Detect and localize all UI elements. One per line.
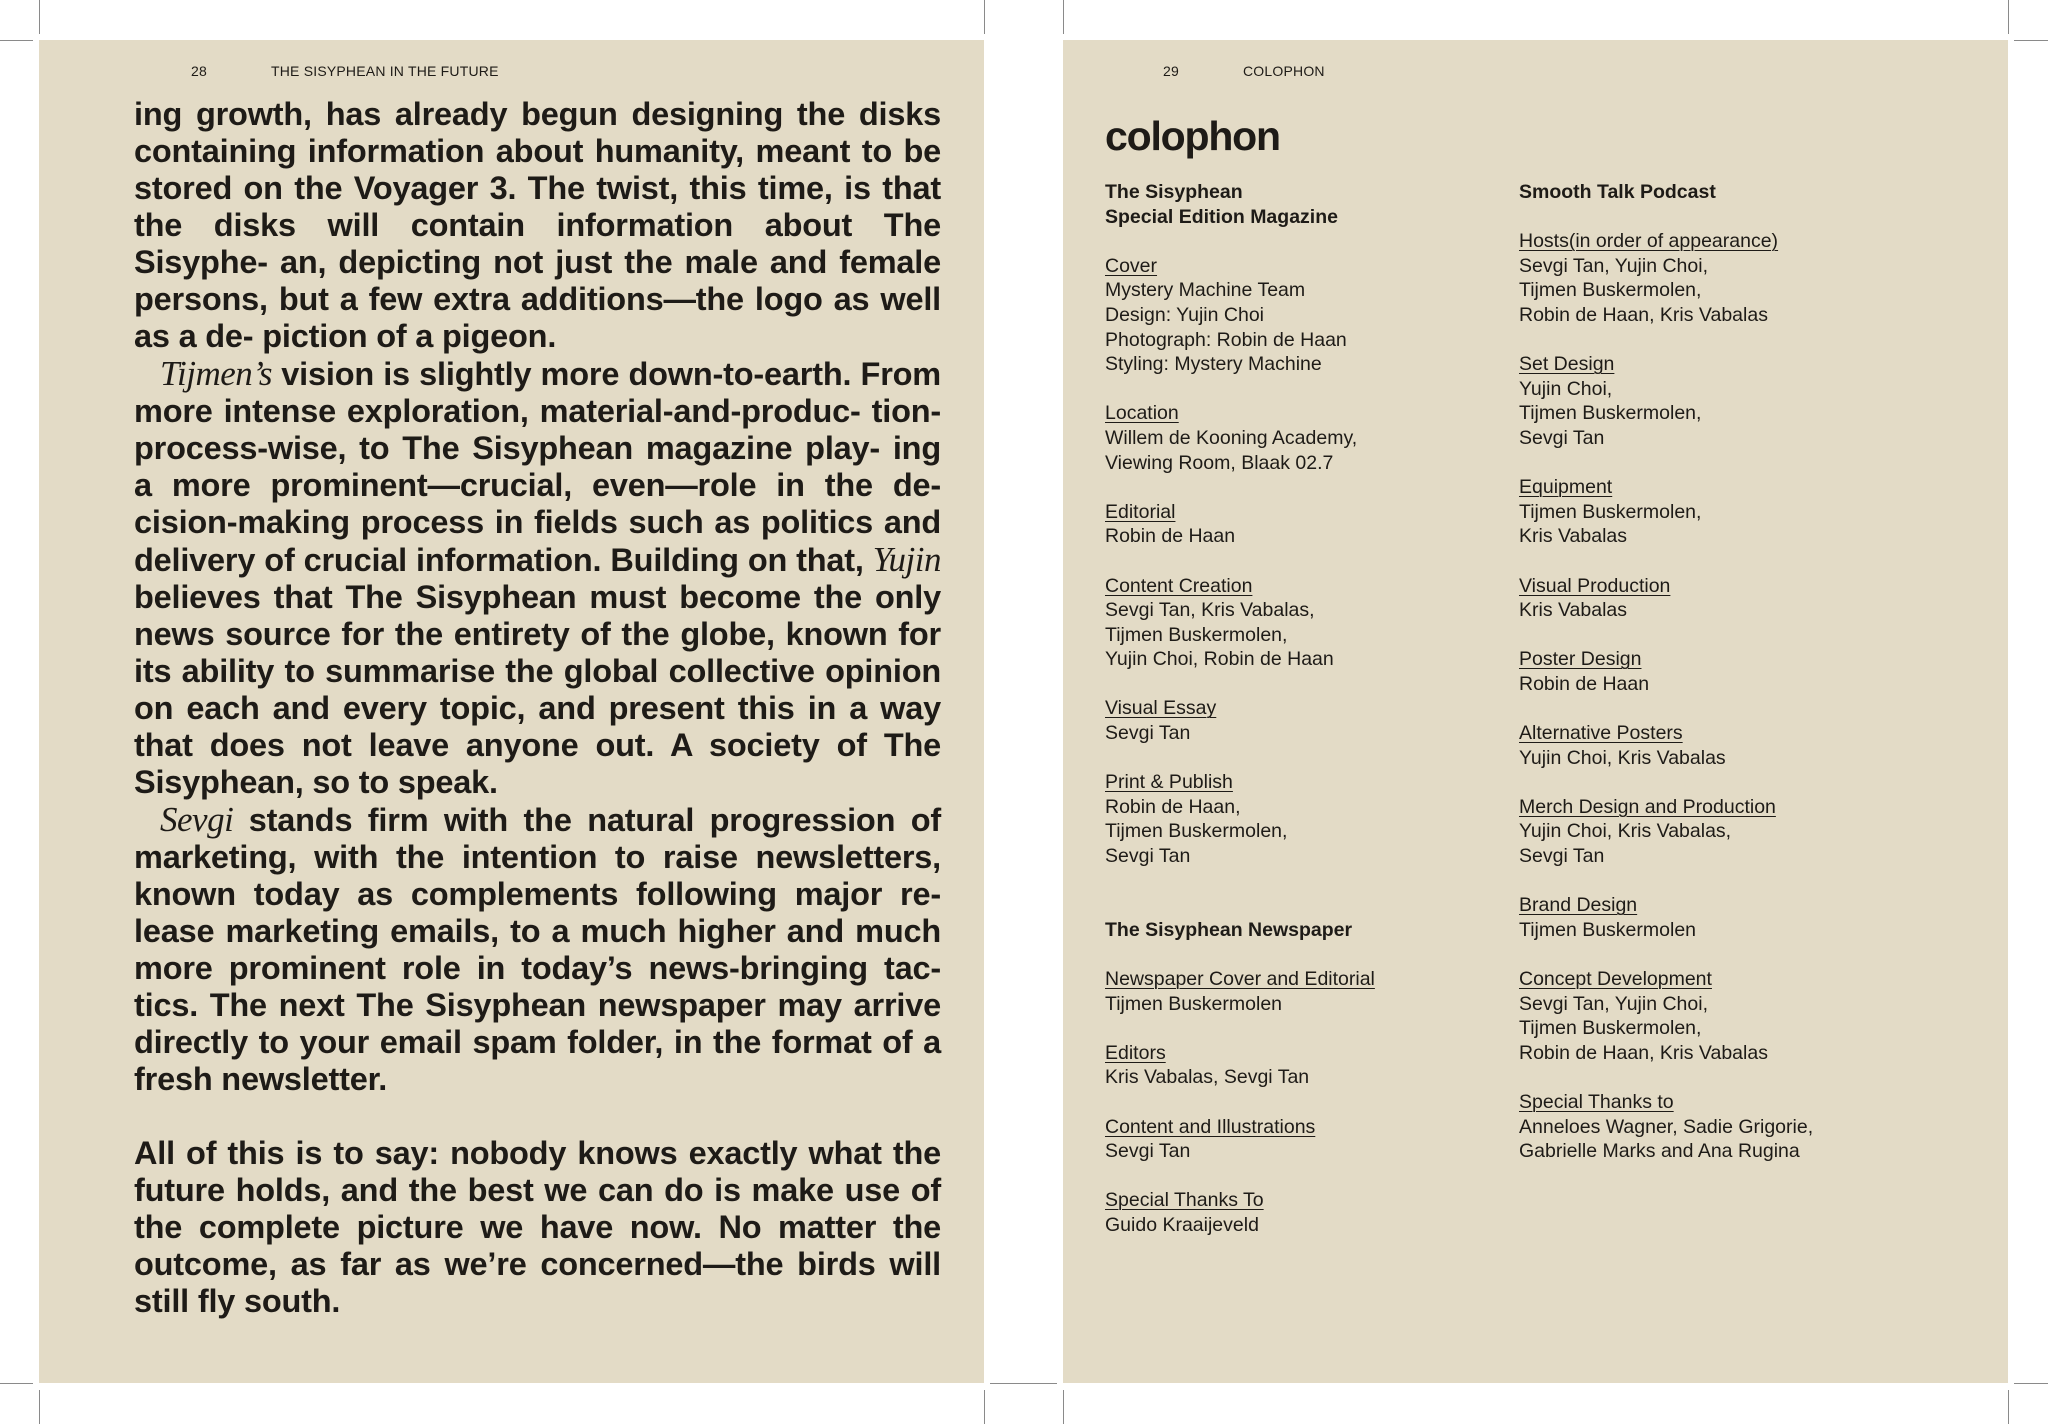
credit-name: Mystery Machine Team	[1105, 279, 1306, 302]
crop-mark	[2014, 40, 2048, 41]
colophon-column-2	[1519, 180, 1919, 1164]
crop-mark	[39, 1390, 40, 1424]
credit-role: Concept Development	[1519, 968, 1712, 990]
credit-name: Sevgi Tan	[1105, 1140, 1191, 1163]
section-heading: The Sisyphean Newspaper	[1105, 918, 1353, 941]
credit-block	[1105, 1188, 1505, 1237]
credit-role: Content Creation	[1105, 574, 1253, 597]
credit-block	[1519, 721, 1919, 770]
credit-role: Location	[1105, 402, 1179, 425]
credit-role: Visual Essay	[1105, 697, 1217, 720]
credit-name: Gabrielle Marks and Ana Rugina	[1519, 1140, 1800, 1163]
credit-block	[1105, 500, 1505, 549]
credit-role: Alternative Posters	[1519, 722, 1683, 745]
credit-name: Robin de Haan	[1519, 672, 1650, 695]
page-title: colophon	[1105, 113, 1280, 159]
crop-mark	[39, 0, 40, 34]
credit-role: Set Design	[1519, 353, 1615, 376]
page-number: 29	[1163, 63, 1179, 79]
credit-role: Editorial	[1105, 500, 1176, 523]
credit-role: Visual Production	[1519, 574, 1671, 597]
credit-block	[1519, 574, 1919, 623]
credit-name: Tijmen Buskermolen	[1105, 992, 1283, 1015]
credit-name: Tijmen Buskermolen,	[1519, 402, 1702, 425]
right-page	[1063, 40, 2008, 1383]
crop-mark	[990, 1383, 1057, 1384]
person-name: Yujin	[872, 540, 941, 579]
article-paragraph: ing growth, has already begun designing the disks containing information about humanity, meant to be stored on the Voyager 3. The twist, this time, is that the disks will contain information about The Sisyphe- an, depicting not just the male and female persons, but a few extra additions—the logo as well as a de- piction of a pigeon.	[134, 96, 941, 354]
credit-name: Sevgi Tan, Yujin Choi,	[1519, 992, 1708, 1015]
credit-role: Special Thanks to	[1519, 1090, 1674, 1113]
article-paragraph: All of this is to say: nobody knows exactly what the future holds, and the best we can do is make use of the complete picture we have now. No matter the outcome, as far as we’re concerned—the birds will still fly south.	[134, 1135, 941, 1319]
credit-block	[1105, 770, 1505, 868]
credit-name: Yujin Choi, Robin de Haan	[1105, 648, 1334, 671]
credit-name: Robin de Haan,	[1105, 795, 1241, 818]
article-paragraph: Tijmen’s vision is slightly more down-to-earth. From more intense exploration, material-and-produc- tion-process-wise, to The Sisyphean magazine play- ing a more prominent—crucial, even—role in the de- cision-making process in fields such as politics and delivery of crucial information. Building on that, Yujin believes that The Sisyphean must become the only news source for the entirety of the globe, known for its ability to summarise the global collective opinion on each and every topic, and present this in a way that does not leave anyone out. A society of The Sisyphean, so to speak.	[134, 354, 941, 800]
credit-name: Sevgi Tan, Kris Vabalas,	[1105, 599, 1315, 622]
crop-mark	[984, 0, 985, 34]
credit-name: Tijmen Buskermolen	[1519, 918, 1697, 941]
left-page	[39, 40, 984, 1383]
credit-block	[1519, 475, 1919, 549]
credit-block	[1105, 254, 1505, 377]
credit-block	[1105, 401, 1505, 475]
credit-name: Kris Vabalas	[1519, 525, 1628, 548]
credit-role: Content and Illustrations	[1105, 1115, 1316, 1138]
credit-block	[1519, 647, 1919, 696]
credit-name: Robin de Haan, Kris Vabalas	[1519, 303, 1768, 326]
credit-block	[1519, 1090, 1919, 1164]
credit-block	[1105, 1041, 1505, 1090]
credit-name: Anneloes Wagner, Sadie Grigorie,	[1519, 1115, 1814, 1138]
credit-role: Newspaper Cover and Editorial	[1105, 968, 1375, 990]
credit-name: Robin de Haan	[1105, 525, 1236, 548]
crop-mark	[2008, 0, 2009, 34]
credit-name: Tijmen Buskermolen,	[1105, 623, 1288, 646]
credit-role: Editors	[1105, 1041, 1166, 1064]
article-body	[134, 96, 941, 1320]
crop-mark	[984, 1390, 985, 1424]
crop-mark	[1063, 0, 1064, 34]
credit-role: Special Thanks To	[1105, 1189, 1264, 1212]
person-name: Sevgi	[160, 800, 234, 839]
credit-block	[1519, 229, 1919, 327]
credit-block	[1519, 893, 1919, 942]
crop-mark	[1063, 1390, 1064, 1424]
credit-name: Sevgi Tan, Yujin Choi,	[1519, 254, 1708, 277]
credit-role: Hosts(in order of appearance)	[1519, 230, 1779, 253]
credit-block	[1519, 967, 1919, 1065]
credit-name: Photograph: Robin de Haan	[1105, 328, 1347, 351]
credit-name: Viewing Room, Blaak 02.7	[1105, 451, 1334, 474]
colophon-column-1	[1105, 180, 1505, 1238]
crop-mark	[0, 1383, 33, 1384]
credit-name: Yujin Choi,	[1519, 377, 1613, 400]
running-title: THE SISYPHEAN IN THE FUTURE	[271, 63, 499, 79]
credit-role: Equipment	[1519, 476, 1613, 499]
credit-block	[1105, 1115, 1505, 1164]
credit-role: Cover	[1105, 254, 1158, 277]
credit-role: Brand Design	[1519, 894, 1638, 917]
credit-name: Tijmen Buskermolen,	[1105, 820, 1288, 843]
credit-name: Styling: Mystery Machine	[1105, 353, 1322, 376]
credit-block	[1105, 696, 1505, 745]
credit-name: Yujin Choi, Kris Vabalas,	[1519, 820, 1732, 843]
running-title: COLOPHON	[1243, 63, 1325, 79]
credit-role: Merch Design and Production	[1519, 795, 1776, 818]
credit-name: Willem de Kooning Academy,	[1105, 426, 1358, 449]
credit-block	[1105, 574, 1505, 672]
credit-block	[1519, 795, 1919, 869]
section-heading: Smooth Talk Podcast	[1519, 181, 1716, 203]
credit-name: Tijmen Buskermolen,	[1519, 1017, 1702, 1040]
credit-name: Guido Kraaijeveld	[1105, 1213, 1259, 1236]
credit-role: Poster Design	[1519, 648, 1642, 671]
person-name: Tijmen’s	[160, 354, 273, 393]
page-number: 28	[191, 63, 207, 79]
credit-block	[1519, 352, 1919, 450]
credit-name: Sevgi Tan	[1105, 845, 1191, 868]
credit-name: Robin de Haan, Kris Vabalas	[1519, 1041, 1768, 1064]
credit-name: Sevgi Tan	[1105, 722, 1191, 745]
credit-name: Tijmen Buskermolen,	[1519, 279, 1702, 302]
credit-name: Sevgi Tan	[1519, 426, 1605, 449]
credit-name: Sevgi Tan	[1519, 845, 1605, 868]
credit-name: Design: Yujin Choi	[1105, 303, 1264, 326]
crop-mark	[2014, 1383, 2048, 1384]
credit-name: Tijmen Buskermolen,	[1519, 500, 1702, 523]
section-heading: The Sisyphean Special Edition Magazine	[1105, 181, 1338, 228]
article-paragraph: Sevgi stands firm with the natural progression of marketing, with the intention to raise newsletters, known today as complements following major re- lease marketing emails, to a much higher and much more prominent role in today’s news-bringing tac- tics. The next The Sisyphean newspaper may arrive directly to your email spam folder, in the format of a fresh newsletter.	[134, 800, 941, 1097]
crop-mark	[2008, 1390, 2009, 1424]
credit-name: Yujin Choi, Kris Vabalas	[1519, 746, 1726, 769]
credit-name: Kris Vabalas	[1519, 599, 1628, 622]
credit-role: Print & Publish	[1105, 771, 1233, 794]
crop-mark	[0, 40, 33, 41]
credit-name: Kris Vabalas, Sevgi Tan	[1105, 1066, 1310, 1089]
credit-block	[1105, 967, 1505, 1016]
